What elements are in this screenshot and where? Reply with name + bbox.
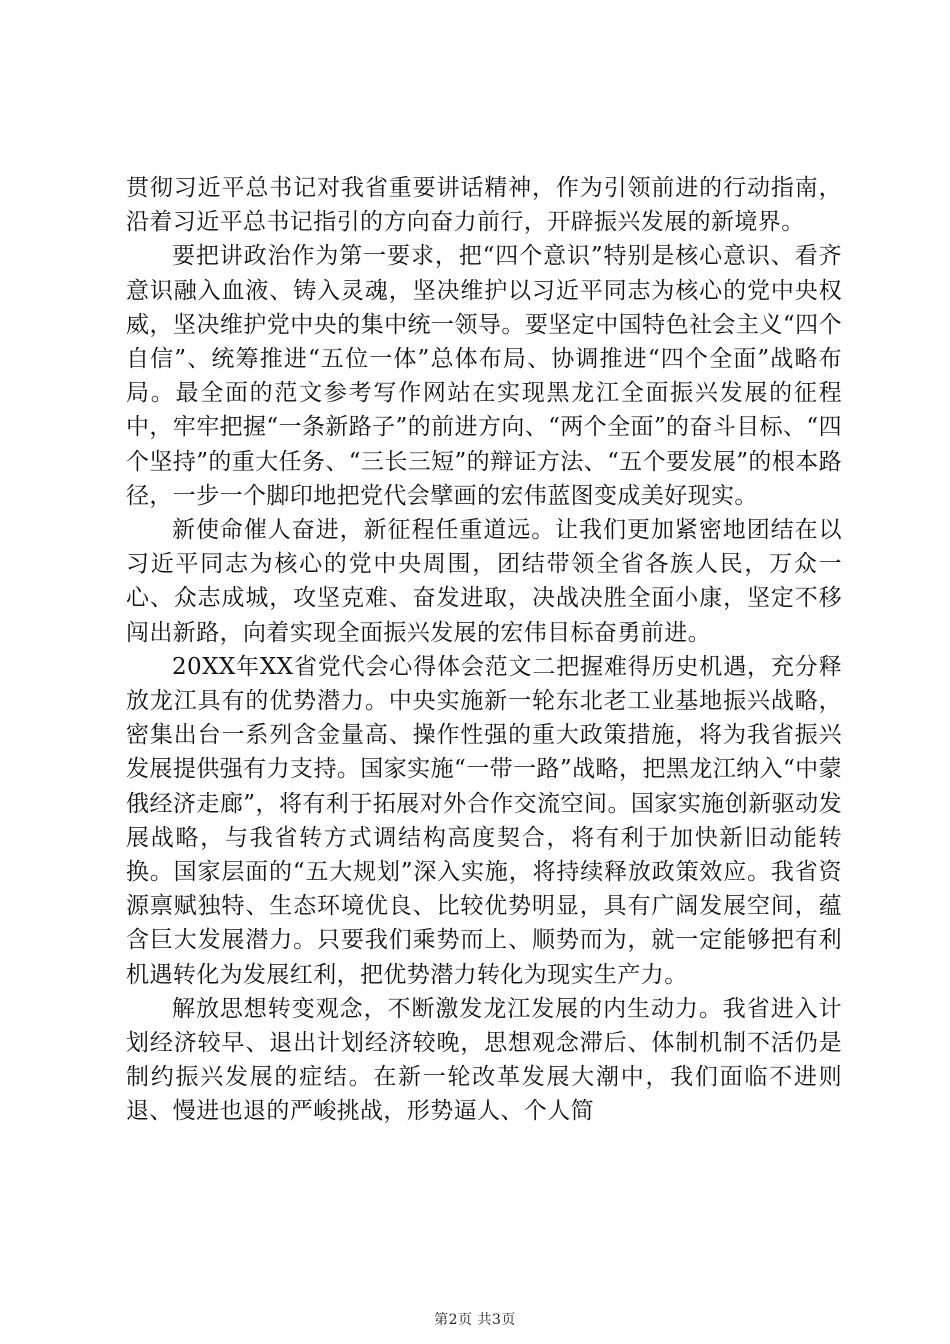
paragraph: 新使命催人奋进，新征程任重道远。让我们更加紧密地团结在以习近平同志为核心的党中央周围，团结带领全省各族人民，万众一心、众志成城，攻坚克难、奋发进取，决战决胜全面小康，坚定不移闯出新路，向着实现全面振兴发展的宏伟目标奋勇前进。 <box>126 517 842 646</box>
paragraph: 要把讲政治作为第一要求，把“四个意识”特别是核心意识、看齐意识融入血液、铸入灵魂，坚决维护以习近平同志为核心的党中央权威，坚决维护党中央的集中统一领导。要坚定中国特色社会主义“四个自信”、统筹推进“五位一体”总体布局、协调推进“四个全面”战略布局。最全面的范文参考写作网站在实现黑龙江全面振兴发展的征程中，牢牢把握“一条新路子”的前进方向、“两个全面”的奋斗目标、“四个坚持”的重大任务、“三长三短”的辩证方法、“五个要发展”的根本路径，一步一个脚印地把党代会擘画的宏伟蓝图变成美好现实。 <box>126 243 842 509</box>
document-body <box>126 171 842 1129</box>
page-number-footer: 第2页 共3页 <box>434 1312 516 1328</box>
paragraph: 解放思想转变观念，不断激发龙江发展的内生动力。我省进入计划经济较早、退出计划经济较晚，思想观念滞后、体制机制不活仍是制约振兴发展的症结。在新一轮改革发展大潮中，我们面临不进则退、慢进也退的严峻挑战，形势逼人、个人简 <box>126 995 842 1125</box>
paragraph-continuation: 贯彻习近平总书记对我省重要讲话精神，作为引领前进的行动指南，沿着习近平总书记指引的方向奋力前行，开辟振兴发展的新境界。 <box>126 175 842 236</box>
paragraph: 20XX年XX省党代会心得体会范文二把握难得历史机遇，充分释放龙江具有的优势潜力。中央实施新一轮东北老工业基地振兴战略，密集出台一系列含金量高、操作性强的重大政策措施，将为我省振兴发展提供强有力支持。国家实施“一带一路”战略，把黑龙江纳入“中蒙俄经济走廊”，将有利于拓展对外合作交流空间。国家实施创新驱动发展战略，与我省转方式调结构高度契合，将有利于加快新旧动能转换。国家层面的“五大规划”深入实施，将持续释放政策效应。我省资源禀赋独特、生态环境优良、比较优势明显，具有广阔发展空间，蕴含巨大发展潜力。只要我们乘势而上、顺势而为，就一定能够把有利机遇转化为发展红利，把优势潜力转化为现实生产力。 <box>126 653 842 988</box>
